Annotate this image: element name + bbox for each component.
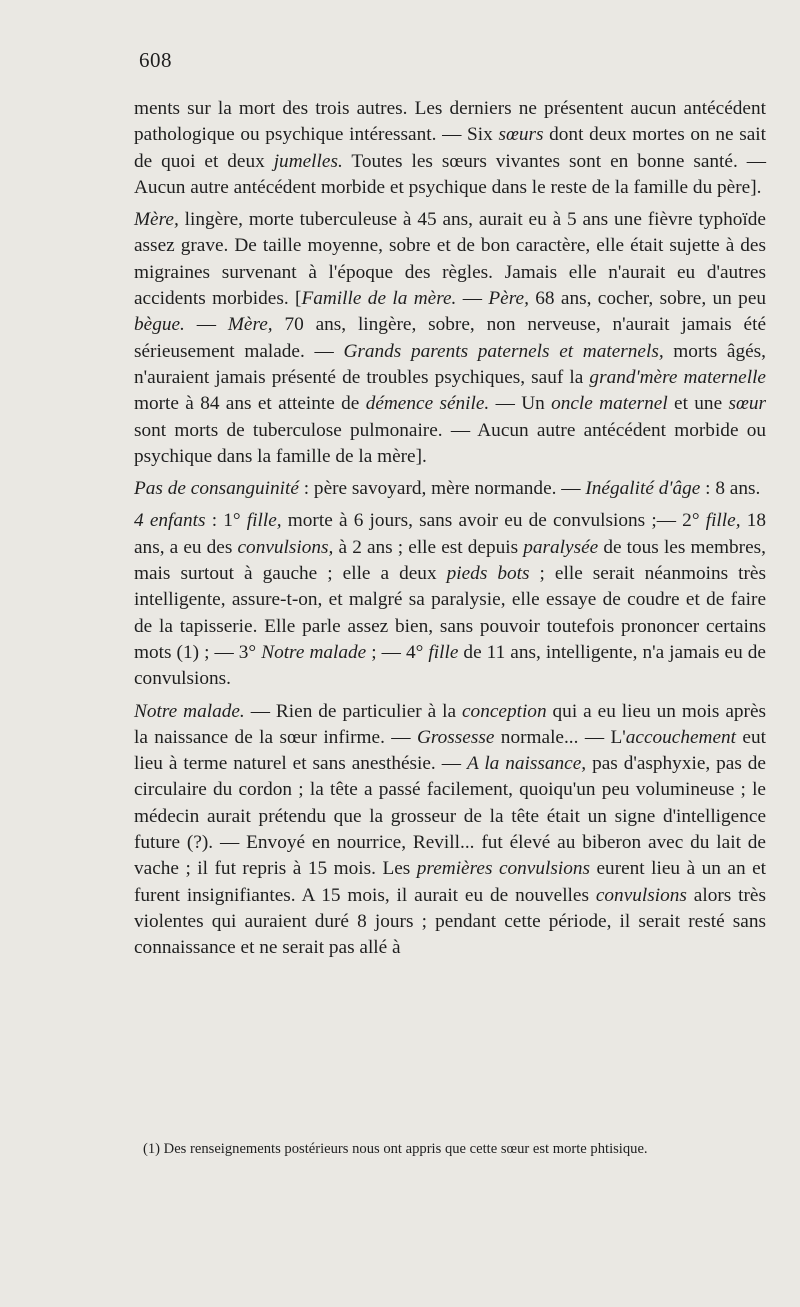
- text-run: eut lieu à terme naturel et sans anesthésie. —: [134, 726, 766, 775]
- text-run: : 8 ans.: [700, 478, 761, 500]
- italic-text: pieds bots: [446, 563, 530, 585]
- text-run: et une: [667, 393, 729, 415]
- italic-text: accouchement: [625, 726, 737, 748]
- text-run: morte à 84 ans et atteinte de: [134, 393, 366, 415]
- text-run: : 1°: [205, 510, 247, 532]
- paragraph: [134, 476, 766, 502]
- italic-text: paralysée: [523, 536, 599, 558]
- text-run: dont deux mortes on ne sait de quoi et deux: [134, 124, 766, 172]
- italic-text: premières convulsions: [416, 858, 590, 880]
- text-run: : père savoyard, mère normande. —: [298, 478, 586, 500]
- italic-text: fille,: [246, 510, 282, 532]
- italic-text: fille,: [705, 510, 741, 532]
- paragraph: [134, 508, 766, 692]
- text-run: — Un: [489, 393, 552, 415]
- text-run: lingère, morte tuberculeuse à 45 ans, aurait eu à 5 ans une fièvre typhoïde assez grave. De taille moyenne, sobre et de bon caractère, elle était sujette à des migraines survenant à l'époque des règles. Jamais elle n'aurait eu d'autres accidents morbides. [: [134, 209, 766, 310]
- italic-text: Mère,: [227, 314, 273, 336]
- text-run: 68 ans, cocher, sobre, un peu: [528, 288, 767, 310]
- text-run: ; — 4°: [366, 641, 429, 663]
- text-run: morts âgés, n'auraient jamais présenté de troubles psychiques, sauf la: [134, 340, 766, 388]
- text-run: sont morts de tuberculose pulmonaire. — Aucun autre antécédent morbide ou psychique dans la famille de la mère].: [134, 419, 766, 467]
- text-run: de 11 ans, intelligente, n'a jamais eu de convulsions.: [134, 641, 766, 690]
- italic-text: Inégalité d'âge: [585, 478, 701, 500]
- text-run: de tous les membres, mais surtout à gauche ; elle a deux: [134, 536, 766, 585]
- paragraph: [134, 96, 766, 201]
- text-run: pas d'asphyxie, pas de circulaire du cordon ; la tête a passé facilement, quoiqu'un peu volumineuse ; le médecin aurait prétendu que la grosseur de la tête était un signe d'intelligence future (?). — Envoyé en nourrice, Revill... fut élevé au biberon avec du lait de vache ; il fut repris à 15 mois. Les: [134, 753, 766, 880]
- paragraph: [134, 699, 766, 962]
- page-number: 608: [139, 48, 172, 72]
- italic-text: jumelles.: [273, 150, 343, 172]
- italic-text: conception: [462, 700, 547, 722]
- italic-text: Mère,: [134, 209, 179, 231]
- text-run: ; elle serait néanmoins très intelligente, assure-t-on, et malgré sa paralysie, elle essaye de coudre et de faire de la tapisserie. Elle parle assez bien, sans pouvoir toutefois prononcer certains mots (1) ; — 3°: [134, 563, 766, 663]
- text-run: eurent lieu à un an et furent insignifiantes. A 15 mois, il aurait eu de nouvelles: [134, 858, 766, 906]
- text-run: ments sur la mort des trois autres. Les derniers ne présentent aucun antécédent pathologique ou psychique intéressant. — Six: [134, 98, 766, 146]
- italic-text: Père,: [488, 288, 529, 310]
- text-run: alors très violentes qui auraient duré 8 jours ; pendant cette période, il serait resté sans connaissance et ne serait pas allé à: [134, 884, 766, 959]
- italic-text: Famille de la mère.: [301, 288, 457, 310]
- italic-text: démence sénile.: [365, 393, 490, 415]
- paragraph: [134, 207, 766, 470]
- italic-text: fille: [428, 641, 459, 663]
- italic-text: A la naissance,: [466, 753, 587, 775]
- text-run: qui a eu lieu un mois après la naissance de la sœur infirme. —: [134, 700, 767, 748]
- italic-text: bègue.: [134, 314, 185, 336]
- italic-text: Grands parents paternels et maternels,: [343, 340, 664, 362]
- italic-text: Notre malade: [261, 641, 367, 663]
- italic-text: grand'mère maternelle: [589, 366, 766, 388]
- text-run: Toutes les sœurs vivantes sont en bonne santé. — Aucun autre antécédent morbide et psychique dans le reste de la famille du père].: [134, 150, 767, 198]
- footnote: (1) Des renseignements postérieurs nous ont appris que cette sœur est morte phtisique.: [143, 1141, 648, 1157]
- text-run: —: [184, 314, 228, 336]
- text-run: normale... — L': [494, 726, 626, 748]
- italic-text: convulsions,: [237, 536, 334, 558]
- text-run: — Rien de particulier à la: [244, 700, 462, 722]
- italic-text: oncle maternel: [551, 393, 668, 415]
- italic-text: Pas de consanguinité: [134, 478, 299, 500]
- text-run: morte à 6 jours, sans avoir eu de convulsions ;— 2°: [281, 510, 706, 532]
- text-run: à 2 ans ; elle est depuis: [333, 536, 524, 558]
- italic-text: Notre malade.: [134, 700, 245, 722]
- text-run: —: [456, 288, 489, 310]
- italic-text: convulsions: [595, 884, 687, 906]
- italic-text: sœur: [728, 393, 766, 415]
- text-run: 70 ans, lingère, sobre, non nerveuse, n'aurait jamais été sérieusement malade. —: [134, 314, 766, 362]
- italic-text: Grossesse: [416, 726, 495, 748]
- body-text: [134, 96, 766, 965]
- italic-text: 4 enfants: [134, 510, 206, 532]
- italic-text: sœurs: [498, 124, 544, 146]
- text-run: 18 ans, a eu des: [134, 510, 766, 558]
